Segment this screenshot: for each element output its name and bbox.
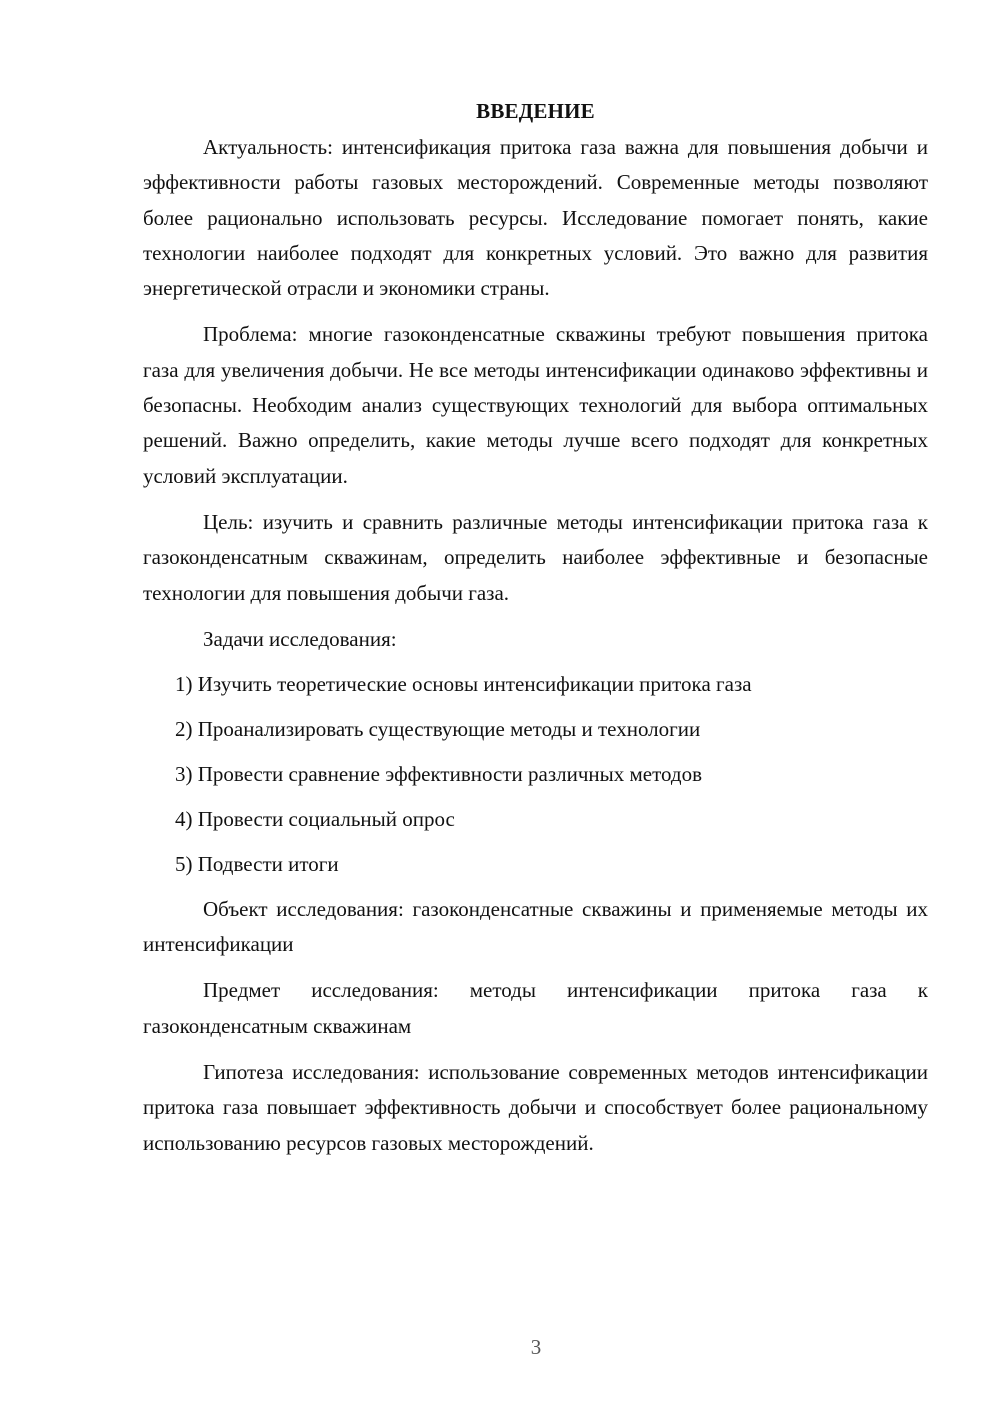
task-item: 3) Провести сравнение эффективности различных методов xyxy=(175,761,702,786)
tasks-heading: Задачи исследования: xyxy=(203,626,397,651)
tasks-list xyxy=(143,667,928,882)
task-item: 1) Изучить теоретические основы интенсификации притока газа xyxy=(175,671,752,696)
subject-paragraph: Предмет исследования: методы интенсификации притока газа к газоконденсатным скважинам xyxy=(143,978,928,1038)
task-item: 4) Провести социальный опрос xyxy=(175,806,455,831)
document-page xyxy=(143,96,928,1172)
relevance-paragraph: Актуальность: интенсификация притока газа важна для повышения добычи и эффективности работы газовых месторождений. Современные методы позволяют более рационально использовать ресурсы. Исследование помогает понять, какие технологии наиболее подходят для конкретных условий. Это важно для развития энергетической отрасли и экономики страны. xyxy=(143,135,928,301)
page-number: 3 xyxy=(530,1335,542,1359)
task-item: 5) Подвести итоги xyxy=(175,851,339,876)
problem-paragraph: Проблема: многие газоконденсатные скважины требуют повышения притока газа для увеличения добычи. Не все методы интенсификации одинаково эффективны и безопасны. Необходим анализ существующих технологий для выбора оптимальных решений. Важно определить, какие методы лучше всего подходят для конкретных условий эксплуатации. xyxy=(143,322,928,488)
task-item: 2) Проанализировать существующие методы и технологии xyxy=(175,716,701,741)
page-title: ВВЕДЕНИЕ xyxy=(476,99,595,123)
object-paragraph: Объект исследования: газоконденсатные скважины и применяемые методы их интенсификации xyxy=(143,896,928,957)
goal-paragraph: Цель: изучить и сравнить различные методы интенсификации притока газа к газоконденсатным скважинам, определить наиболее эффективные и безопасные технологии для повышения добычи газа. xyxy=(143,509,928,605)
hypothesis-paragraph: Гипотеза исследования: использование современных методов интенсификации притока газа повышает эффективность добычи и способствует более рациональному использованию ресурсов газовых месторождений. xyxy=(143,1060,928,1155)
